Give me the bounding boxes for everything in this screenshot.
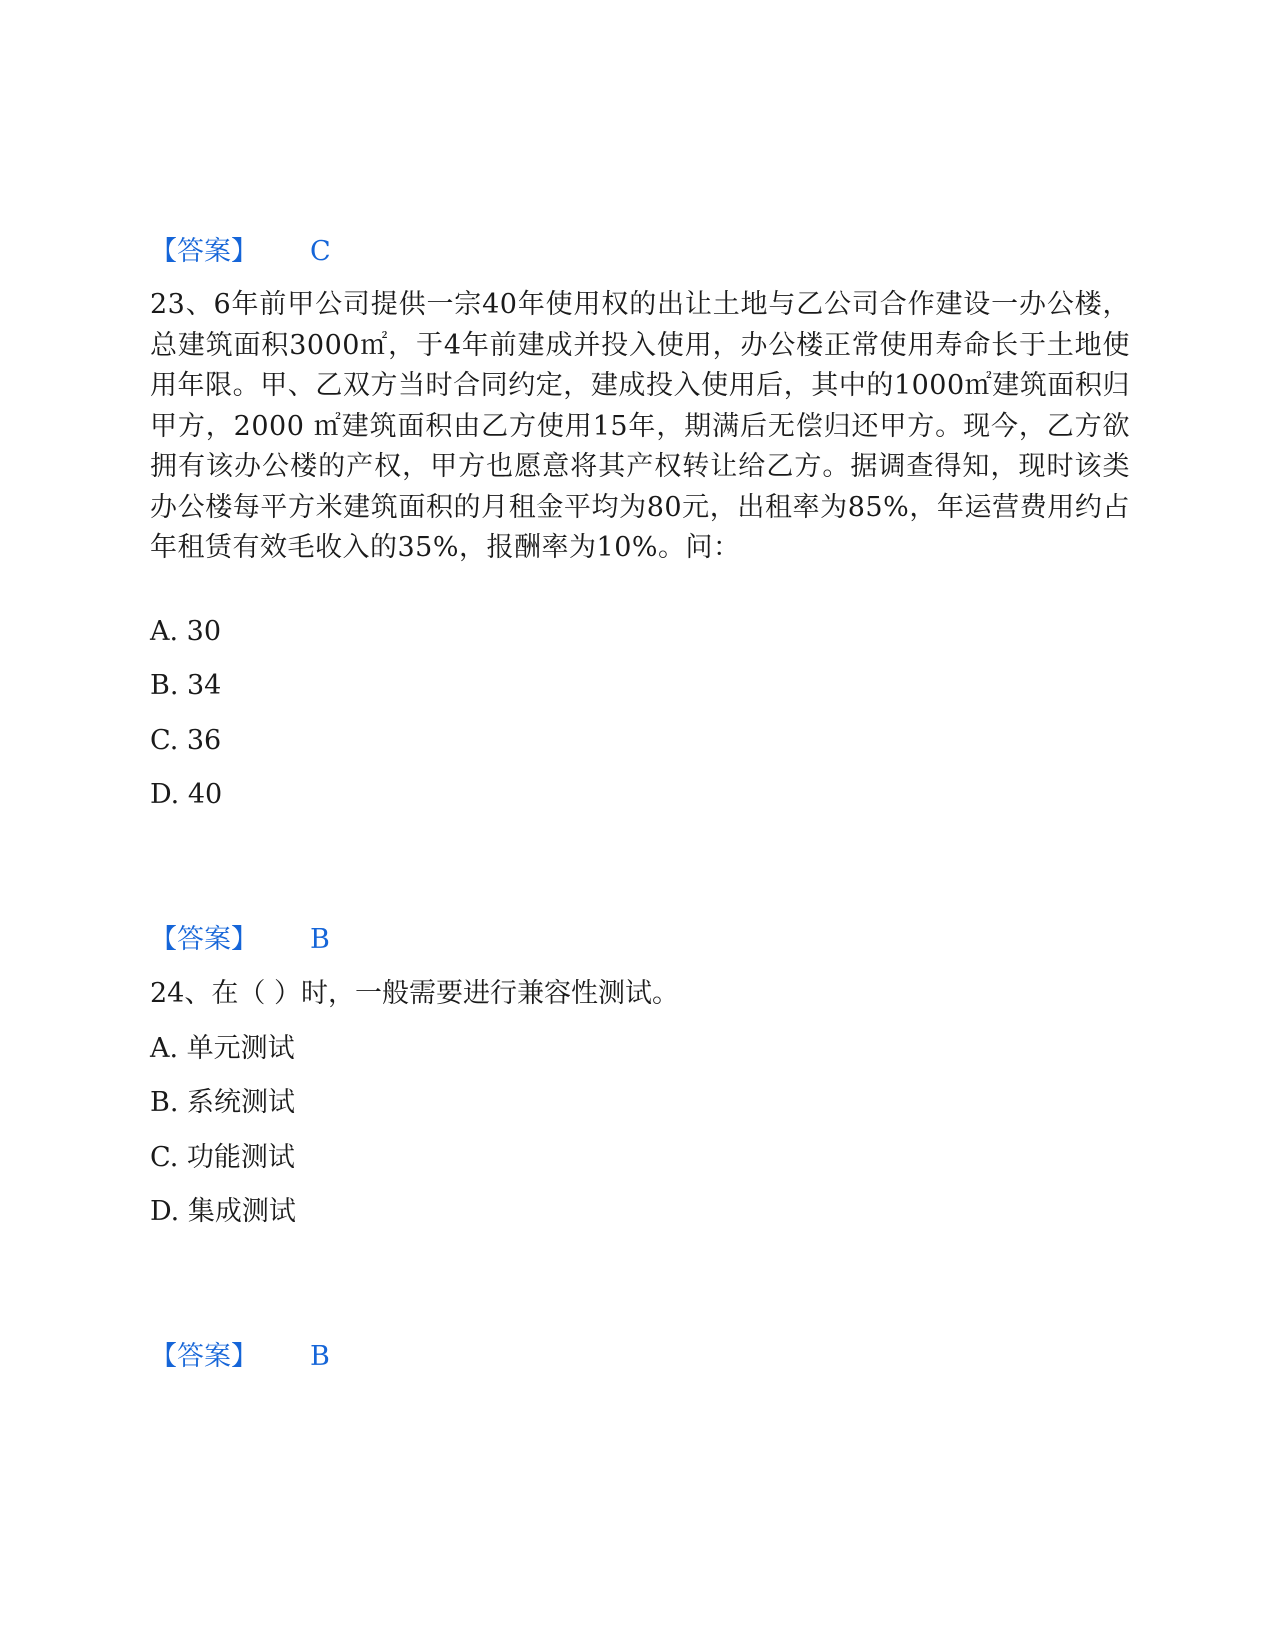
answer-tag: 【答案】: [150, 924, 258, 955]
answer-line-22: [150, 234, 331, 270]
q23-option-c: C. 36: [150, 725, 222, 756]
answer-value: C: [310, 236, 331, 267]
answer-line-23: [150, 922, 330, 958]
answer-value: B: [310, 924, 330, 955]
q24-option-d: D. 集成测试: [150, 1196, 296, 1227]
answer-tag: 【答案】: [150, 236, 258, 267]
q24-option-c: C. 功能测试: [150, 1142, 295, 1173]
q23-option-d: D. 40: [150, 779, 223, 810]
answer-line-24: [150, 1339, 330, 1375]
answer-tag: 【答案】: [150, 1341, 258, 1372]
q23-option-b: B. 34: [150, 670, 222, 701]
q24-option-a: A. 单元测试: [150, 1033, 295, 1064]
question-23-text: 23、6年前甲公司提供一宗40年使用权的出让土地与乙公司合作建设一办公楼，总建筑面积3000㎡，于4年前建成并投入使用，办公楼正常使用寿命长于土地使用年限。甲、乙双方当时合同约定，建成投入使用后，其中的1000㎡建筑面积归甲方，2000 ㎡建筑面积由乙方使用15年，期满后无偿归还甲方。现今，乙方欲拥有该办公楼的产权，甲方也愿意将其产权转让给乙方。据调查得知，现时该类办公楼每平方米建筑面积的月租金平均为80元，出租率为85%，年运营费用约占年租赁有效毛收入的35%，报酬率为10%。问：: [150, 289, 1130, 563]
answer-value: B: [310, 1341, 330, 1372]
q23-option-a: A. 30: [150, 616, 222, 647]
q24-option-b: B. 系统测试: [150, 1087, 296, 1118]
question-24-text: 24、在（ ）时，一般需要进行兼容性测试。: [150, 978, 679, 1009]
